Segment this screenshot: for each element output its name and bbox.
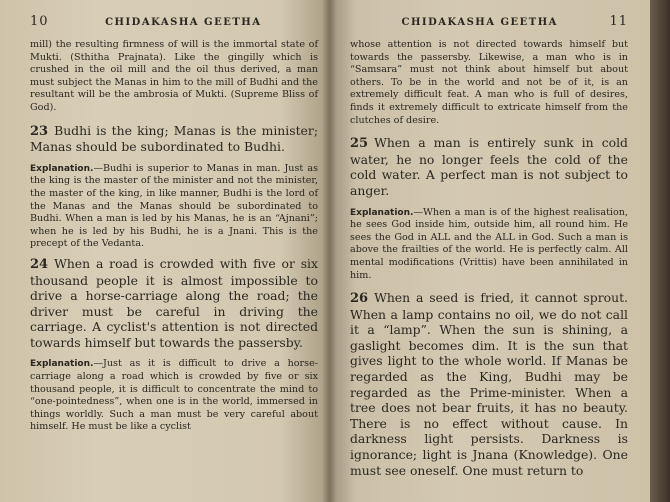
right-running-title: CHIDAKASHA GEETHA: [401, 17, 558, 28]
page-edge-shadow: [650, 0, 670, 502]
explanation-25-text: —When a man is of the highest realisation, he sees God inside him, outside him, all round him. He sees the God in ALL and the ALL in God. Such a man is above the frailties of the world. He is perfectly calm. All mental modifications (Vrittis) have been annihilated in him.: [350, 206, 628, 281]
explanation-24-label: Explanation.: [30, 359, 94, 370]
explanation-24: [30, 358, 318, 434]
explanation-25-label: Explanation.: [350, 207, 414, 218]
explanation-25: [350, 207, 628, 283]
book-spine-shadow: [322, 0, 336, 502]
sutra-24-text: When a road is crowded with five or six thousand people it is almost impossible to drive a horse-carriage along the road; the driver must be careful in driving the carriage. A cyclist's attention is not directed towards himself but towards the passersby.: [30, 255, 318, 350]
sutra-23-text: Budhi is the king; Manas is the minister; Manas should be subordinated to Budhi.: [30, 122, 318, 155]
left-running-head: [30, 14, 318, 29]
sutra-26-text: When a seed is fried, it cannot sprout. When a lamp contains no oil, we do not call it a “lamp”. When the sun is shining, a gaslight becomes dim. It is the sun that gives light to the whole world. If Manas be regarded as the King, Budhi may be regarded as the Prime-minister. When a tree does not bear fruits, it has no beauty. There is no effect without cause. In darkness light persists. Darkness is ignorance; light is Jnana (Knowledge). One must see oneself. One must return to: [350, 290, 628, 478]
sutra-23-number: 23: [30, 123, 49, 139]
sutra-26: [350, 290, 628, 478]
left-continuation-text: mill) the resulting firmness of will is the immortal state of Mukti. (Sthitha Prajnata). Like the gingilly which is crushed in the oil mill and the oil thus derived, a man must subject the Manas in him to the mill of Budhi and the resultant will be the ambrosia of Mukti. (Supreme Bliss of God).: [30, 39, 318, 113]
sutra-24-number: 24: [30, 256, 49, 272]
sutra-23: [30, 123, 318, 155]
left-page-number: 10: [30, 14, 49, 29]
right-page: [330, 0, 650, 502]
right-page-number: 11: [609, 14, 628, 29]
left-page: [0, 0, 330, 502]
left-running-title: CHIDAKASHA GEETHA: [105, 17, 262, 28]
explanation-23-text: —Budhi is superior to Manas in man. Just as the king is the master of the minister and not the minister, the master of the king, in like manner, Budhi is the lord of the Manas and the Manas should be subordinated to Budhi. When a man is led by his Manas, he is an “Ajnani”; when he is led by his Budhi, he is a Jnani. This is the precept of the Vedanta.: [30, 162, 318, 250]
sutra-25-text: When a man is entirely sunk in cold water, he no longer feels the cold of the cold water. A perfect man is not subject to anger.: [350, 135, 628, 198]
sutra-26-number: 26: [350, 291, 369, 307]
sutra-25: [350, 135, 628, 198]
explanation-23-label: Explanation.: [30, 163, 94, 174]
explanation-24-text: —Just as it is difficult to drive a horse-carriage along a road which is crowded by five or six thousand people, it is difficult to concentrate the mind to “one-pointedness”, when one is in the world, immersed in things worldly. Such a man must be very careful about himself. He must be like a cyclist: [30, 358, 318, 433]
sutra-25-number: 25: [350, 136, 369, 152]
sutra-24: [30, 256, 318, 351]
right-continuation-text: whose attention is not directed towards himself but towards the passersby. Likewise, a man who is in “Samsara” must not think about himself but about others. To be in the world and not be of it, is an extremely difficult feat. A man who is full of desires, finds it extremely difficult to extricate himself from the clutches of desire.: [350, 39, 628, 126]
right-running-head: [350, 14, 628, 29]
explanation-23: [30, 163, 318, 251]
